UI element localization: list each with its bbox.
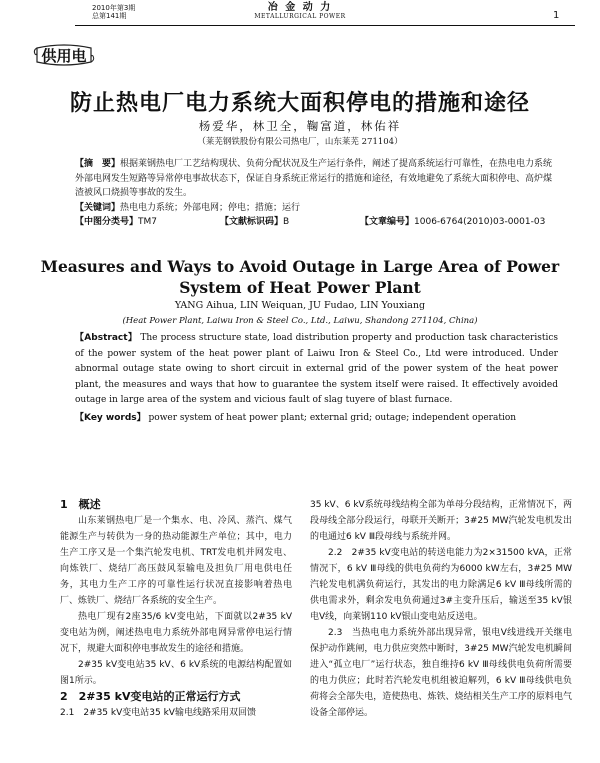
keywords-en-label: 【Key words】 — [75, 412, 146, 423]
abstract-en — [75, 331, 558, 409]
keywords-cn — [75, 201, 560, 216]
body-paragraph: 山东莱钢热电厂是一个集水、电、冷风、蒸汽、煤气能源生产与转供为一身的热动能源生产单位；其中，电力生产工序又是一个集汽轮发电机、TRT发电机并网发电、向炼铁厂、烧结厂高压鼓风泵输电及担负厂用电供电任务，其电力生产工序的可靠性运行状况直接影响着热电厂、炼铁厂、烧结厂各系统的安全生产。 — [60, 516, 292, 606]
affiliation-cn: （莱芜钢铁股份有限公司热电厂，山东莱芜 271104） — [197, 137, 403, 147]
body-paragraph: 热电厂现有2座35/6 kV变电站，下面就以2#35 kV变电站为例，阐述热电电力系统外部电网异常停电运行情况下，规避大面积停电事故发生的途径和措施。 — [60, 612, 292, 654]
journal-title-en: METALLURGICAL POWER — [254, 13, 346, 20]
section-2-heading: 2 2#35 kV变电站的正常运行方式 — [60, 690, 241, 703]
keywords-en — [75, 411, 558, 427]
abstract-cn-block — [75, 157, 560, 230]
abstract-en-label: 【Abstract】 — [75, 333, 138, 343]
body-paragraph: 2.1 2#35 kV变电站35 kV输电线路采用双回馈 — [60, 708, 256, 718]
header-rule — [75, 25, 575, 26]
keywords-cn-label: 【关键词】 — [75, 202, 121, 213]
abstract-en-text: The process structure state, load distribution property and production task characteristics of the power system of the heat power plant of Laiwu Iron & Steel Co., Ltd were introduced. Under abnormal outage state owing to short circuit in external grid of the power system of the heat power plant, the measures and ways that how to guarantee the system itself were raised. It effectively avoided outage in large area of the system and vicious fault of slag tuyere of blast furnace. — [75, 333, 558, 406]
column-label-text: 供用电 — [41, 46, 87, 65]
article-number-field: 【文章编号】1006-6764(2010)03-0001-03 — [360, 217, 546, 227]
body-paragraph: 2#35 kV变电站35 kV、6 kV系统的电源结构配置如图1所示。 — [60, 660, 292, 686]
abstract-en-block — [75, 331, 558, 427]
journal-title — [0, 3, 600, 21]
authors-en: YANG Aihua, LIN Weiquan, JU Fudao, LIN Youxiang — [174, 300, 426, 311]
journal-title-cn: 冶 金 动 力 — [267, 2, 333, 13]
keywords-cn-text: 热电电力系统；外部电网；停电；措施；运行 — [120, 202, 301, 213]
page-number: 1 — [553, 10, 560, 21]
keywords-en-text: power system of heat power plant; external grid; outage; independent operation — [148, 412, 517, 423]
clc-field: 【中图分类号】TM7 — [75, 217, 158, 227]
abstract-cn-text: 根据莱钢热电厂工艺结构现状、负荷分配状况及生产运行条件，阐述了提高系统运行可靠性，在热电电力系统外部电网发生短路等异常停电事故状态下，保证自身系统正常运行的措施和途径，有效地避免了系统大面积停电、高炉煤渣被风口烧损等事故的发生。 — [75, 159, 553, 198]
body-paragraph: 2.2 2#35 kV变电站的转送电能力为2×31500 kVA，正常情况下，6 kV Ⅲ母线的供电负荷约为6000 kW左右，3#25 MW汽轮发电机满负荷运行，其发出的电力除满足6 kV Ⅲ母线所需的供电需求外，剩余发电负荷通过3#主变升压后，输送至35 kV银电Ⅴ线，向莱钢110 kV银山变电站反送电。 — [310, 548, 572, 622]
issue-number: 2010年第3期 — [92, 4, 136, 12]
affiliation-en: (Heat Power Plant, Laiwu Iron & Steel Co., Ltd., Laiwu, Shandong 271104, China) — [122, 316, 478, 326]
volume-number: 总第141期 — [92, 12, 127, 20]
column-label-badge — [33, 42, 95, 68]
authors-cn: 杨爱华，林卫全，鞠富道，林佑祥 — [198, 119, 402, 133]
abstract-cn-label: 【摘 要】 — [75, 159, 121, 169]
article-title-en: Measures and Ways to Avoid Outage in Large Area of Power System of Heat Power Plant — [40, 257, 560, 297]
body-paragraph: 35 kV、6 kV系统母线结构全部为单母分段结构，正常情况下，两段母线全部分段运行，母联开关断开；3#25 MW汽轮发电机发出的电通过6 kV Ⅲ段母线与系统并网。 — [310, 500, 572, 542]
section-1-heading: 1 概述 — [60, 498, 101, 511]
article-title-cn: 防止热电厂电力系统大面积停电的措施和途径 — [69, 91, 530, 116]
body-paragraph: 2.3 当热电电力系统外部出现异常，银电Ⅴ线进线开关继电保护动作跳闸，电力供应突然中断时，3#25 MW汽轮发电机瞬间进入“孤立电厂”运行状态，独自维持6 kV Ⅲ母线供电负荷所需要的电力供应；此时若汽轮发电机组被迫解列，6 kV Ⅲ母线供电负荷将会全部失电，造使热电、炼铁、烧结相关生产工序的原料电气设备全部停运。 — [310, 628, 572, 718]
body-left-column — [60, 497, 292, 721]
abstract-cn — [75, 157, 560, 201]
body-right-column — [310, 497, 572, 721]
doc-code-field: 【文献标识码】B — [220, 217, 290, 227]
classification-row — [75, 215, 560, 230]
